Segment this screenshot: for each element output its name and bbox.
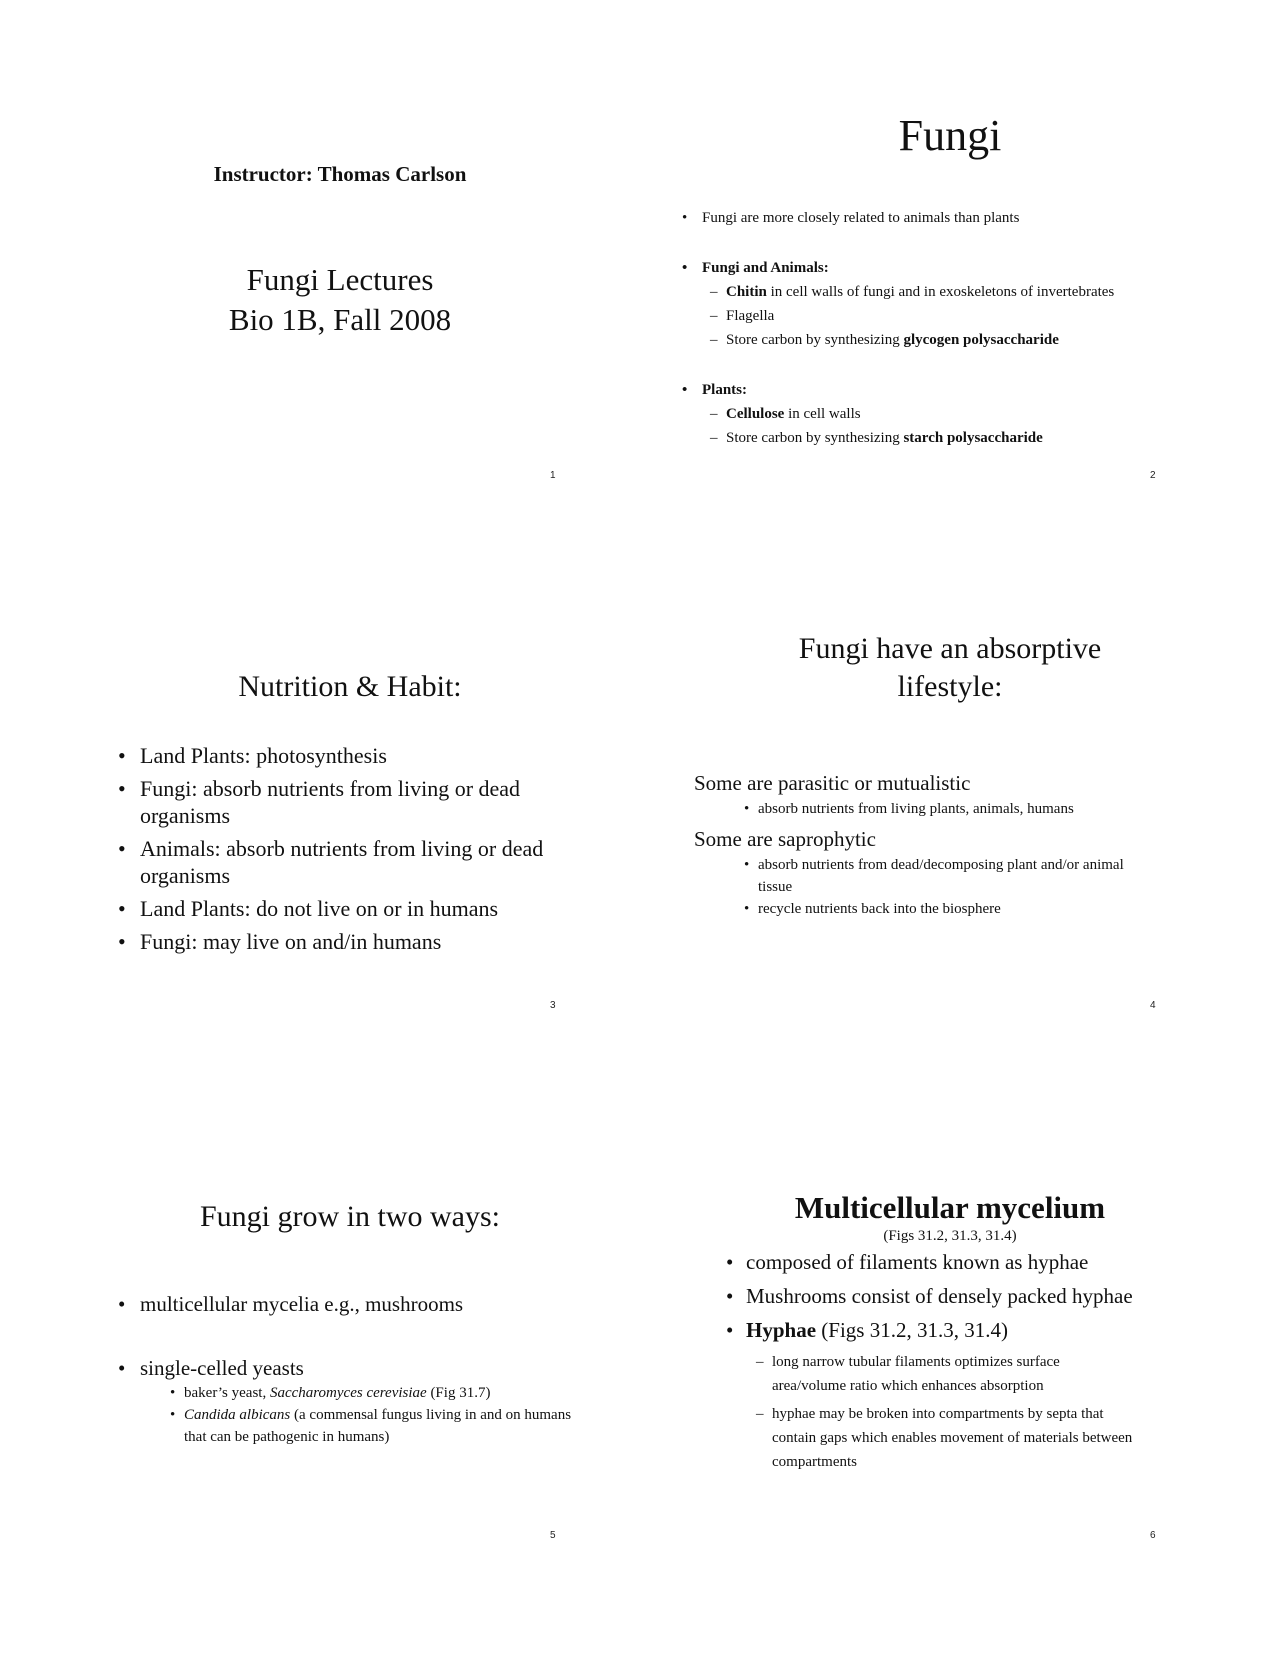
bullet: • Animals: absorb nutrients from living or dead organisms <box>118 835 578 889</box>
heading: Some are parasitic or mutualistic <box>694 771 971 795</box>
slide-6 <box>650 1120 1250 1540</box>
slide-title: Nutrition & Habit: <box>238 670 462 703</box>
slide-3 <box>50 590 650 1010</box>
instructor-line: Instructor: Thomas Carlson <box>213 162 467 186</box>
lecture-title <box>50 260 630 340</box>
sub-item: – Flagella <box>682 304 1242 328</box>
sub-item: – Chitin in cell walls of fungi and in exoskeletons of invertebrates <box>682 280 1242 304</box>
bullet-list <box>726 1248 1236 1478</box>
slide-title: Fungi grow in two ways: <box>200 1200 500 1233</box>
bullet: • Fungi are more closely related to animals than plants <box>682 206 1242 230</box>
sub-item: • recycle nutrients back into the biosphere <box>694 898 1214 920</box>
bullet-list <box>118 742 578 961</box>
lecture-title-line2: Bio 1B, Fall 2008 <box>228 302 452 337</box>
slide-title: Fungi have an absorptive lifestyle: <box>798 632 1102 703</box>
bullet: • Fungi: may live on and/in humans <box>118 928 578 955</box>
page-number: 4 <box>1150 1000 1156 1011</box>
page-number: 5 <box>550 1530 556 1541</box>
bullet: • Fungi: absorb nutrients from living or dead organisms <box>118 775 578 829</box>
page-number: 3 <box>550 1000 556 1011</box>
sub-item: • Candida albicans (a commensal fungus living in and on humans that can be pathogenic in humans) <box>118 1404 584 1448</box>
sub-item: – Store carbon by synthesizing starch polysaccharide <box>682 426 1242 450</box>
page-number: 2 <box>1150 470 1156 481</box>
sub-item: – Cellulose in cell walls <box>682 402 1242 426</box>
slide-body <box>694 768 1214 920</box>
sub-item: – Store carbon by synthesizing glycogen polysaccharide <box>682 328 1242 352</box>
bullet-list <box>118 1290 598 1448</box>
bullet: • Fungi and Animals: <box>682 256 1242 280</box>
sub-item: • absorb nutrients from dead/decomposing plant and/or animal tissue <box>694 854 1158 898</box>
bullet: • Hyphae (Figs 31.2, 31.3, 31.4) <box>726 1316 1236 1344</box>
bullet: • multicellular mycelia e.g., mushrooms <box>118 1290 598 1318</box>
slide-title: Fungi <box>898 111 1002 160</box>
heading: Some are saprophytic <box>694 827 876 851</box>
lecture-title-line1: Fungi Lectures <box>246 262 434 297</box>
slide-2 <box>650 60 1250 480</box>
bullet: • Land Plants: photosynthesis <box>118 742 578 769</box>
sub-item: • absorb nutrients from living plants, animals, humans <box>694 798 1214 820</box>
slide-1 <box>50 60 650 480</box>
bullet: • Plants: <box>682 378 1242 402</box>
slide-4 <box>650 590 1250 1010</box>
slide-subtitle: (Figs 31.2, 31.3, 31.4) <box>883 1228 1017 1244</box>
bullet: • composed of filaments known as hyphae <box>726 1248 1236 1276</box>
slide-5 <box>50 1120 650 1540</box>
sub-item: – long narrow tubular filaments optimizes surface area/volume ratio which enhances absorption <box>726 1350 1102 1398</box>
bullet: • Land Plants: do not live on or in humans <box>118 895 578 922</box>
slide-title: Multicellular mycelium <box>794 1190 1106 1225</box>
page-number: 1 <box>550 470 556 481</box>
slide-body <box>682 206 1242 450</box>
bullet: • single-celled yeasts <box>118 1354 598 1382</box>
page-number: 6 <box>1150 1530 1156 1541</box>
sub-item: • baker’s yeast, Saccharomyces cerevisiae (Fig 31.7) <box>118 1382 598 1404</box>
bullet: • Mushrooms consist of densely packed hyphae <box>726 1282 1236 1310</box>
sub-item: – hyphae may be broken into compartments by septa that contain gaps which enables movement of materials between compartments <box>726 1402 1142 1474</box>
